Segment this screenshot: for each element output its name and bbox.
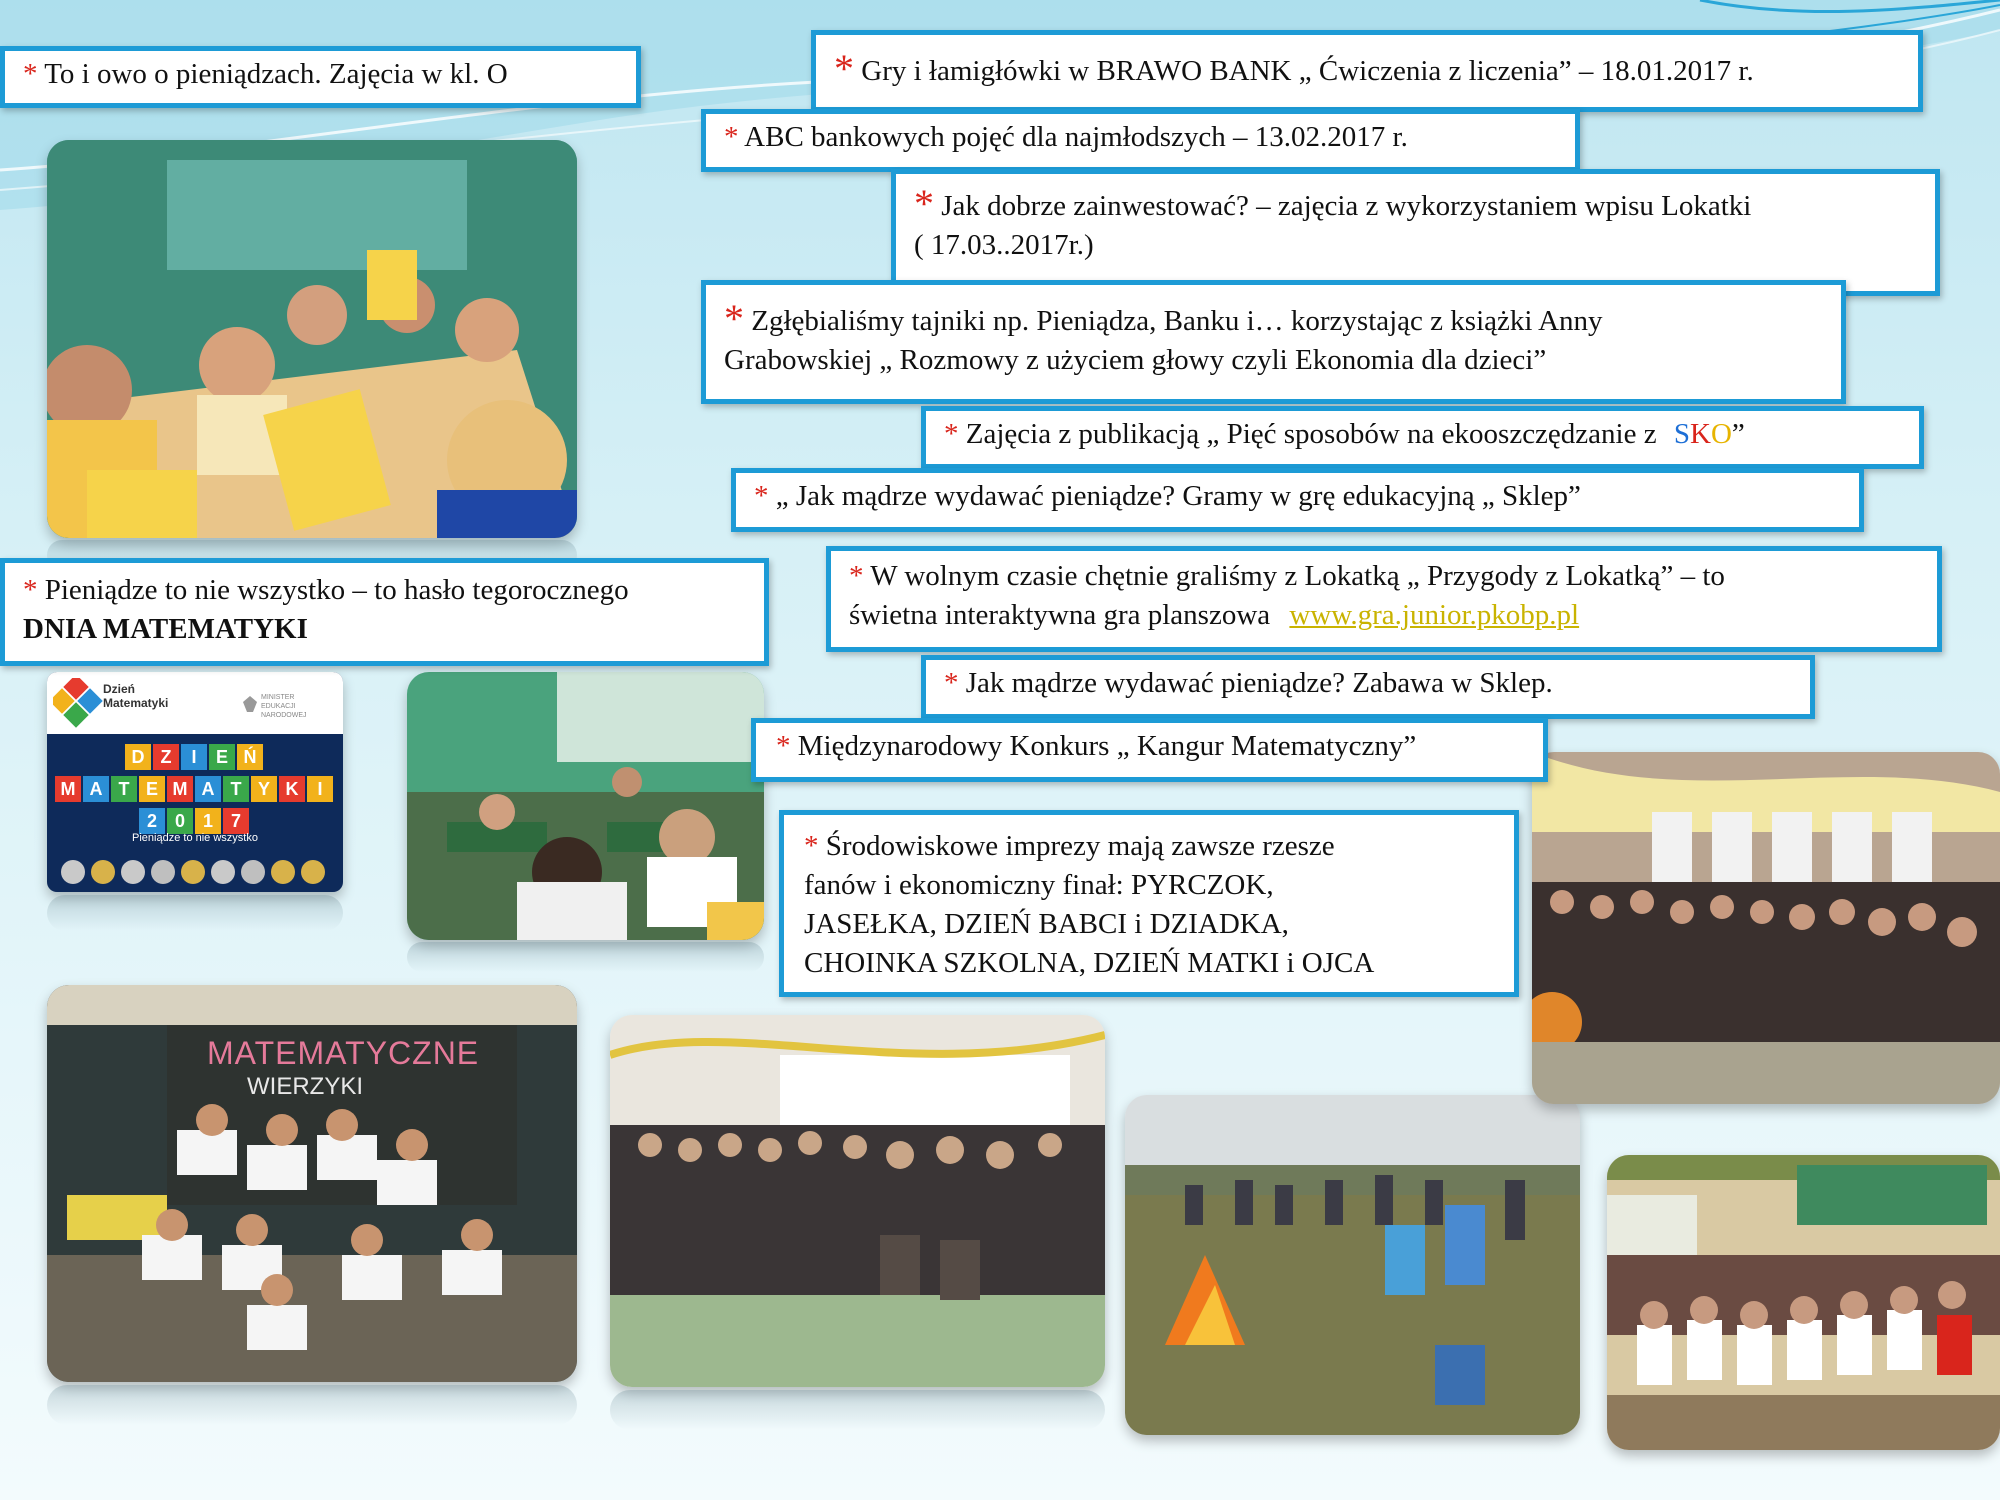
caption-box-brawo-bank	[811, 30, 1923, 112]
caption-quote-end: ”	[1731, 418, 1745, 450]
caption-text: To i owo o pieniądzach. Zajęcia w kl. O	[44, 58, 508, 90]
photo-reflection	[407, 942, 764, 972]
coin-icon	[271, 860, 295, 884]
logo-title-1: Dzień	[103, 682, 136, 696]
caption-box-sko	[921, 406, 1924, 469]
caption-box-dzien-matematyki	[0, 558, 769, 666]
bullet-star: *	[944, 667, 959, 699]
coin-icon	[181, 860, 205, 884]
caption-box-zabawa-sklep	[921, 655, 1815, 719]
caption-box-lokatka-gra	[826, 546, 1942, 652]
ministry-line-2: EDUKACJI	[261, 703, 296, 710]
caption-text-line-4: CHOINKA SZKOLNA, DZIEŃ MATKI i OJCA	[804, 947, 1375, 979]
caption-box-abc-bankowych	[701, 109, 1580, 172]
bullet-star: *	[914, 181, 934, 226]
bullet-star: *	[849, 560, 864, 592]
bullet-star: *	[776, 730, 791, 762]
logo-tile-row1-2: I	[181, 744, 207, 770]
eagle-emblem-icon	[243, 696, 257, 712]
bullet-star: *	[804, 830, 819, 862]
coin-icon	[121, 860, 145, 884]
logo-tile-row2-5: A	[195, 776, 221, 802]
logo-tile-row1-3: E	[209, 744, 235, 770]
caption-box-kangur	[751, 718, 1548, 782]
photo-classroom-kids	[47, 140, 577, 538]
logo-tile-row2-2: T	[111, 776, 137, 802]
coin-icon	[241, 860, 265, 884]
caption-text: Międzynarodowy Konkurs „ Kangur Matematyczny”	[797, 730, 1417, 762]
coin-icon	[211, 860, 235, 884]
caption-text-line-2: ( 17.03..2017r.)	[914, 229, 1094, 261]
photo-bonfire	[1125, 1095, 1580, 1435]
logo-tile-row2-7: Y	[251, 776, 277, 802]
photo-reflection	[47, 1385, 577, 1425]
logo-tile-row3-2: 1	[195, 808, 221, 834]
bullet-star: *	[834, 46, 854, 91]
bullet-star: *	[754, 480, 769, 512]
logo-title-2: Matematyki	[103, 696, 169, 710]
coin-icon	[301, 860, 325, 884]
dzien-matematyki-logo	[47, 672, 343, 892]
logo-tile-row3-3: 7	[223, 808, 249, 834]
photo-reflection	[610, 1390, 1105, 1430]
logo-tile-row2-9: I	[307, 776, 333, 802]
bullet-star: *	[944, 418, 959, 450]
chalkboard-text-1: MATEMATYCZNE	[207, 1035, 480, 1071]
logo-slogan: Pieniądze to nie wszystko	[132, 832, 258, 844]
logo-tile-row2-8: K	[279, 776, 305, 802]
caption-box-pieniadze-kl-o	[0, 46, 641, 108]
caption-box-lokatki	[891, 169, 1940, 296]
logo-tile-row2-3: E	[139, 776, 165, 802]
sko-letter-s: S	[1673, 418, 1690, 450]
logo-tile-row2-0: M	[55, 776, 81, 802]
photo-chalkboard-kids	[47, 985, 577, 1382]
logo-tile-row2-6: T	[223, 776, 249, 802]
bullet-star: *	[23, 574, 38, 606]
caption-text: ABC bankowych pojęć dla najmłodszych – 13.02.2017 r.	[744, 121, 1408, 153]
photo-hall-audience	[610, 1015, 1105, 1387]
caption-text-line-1: Środowiskowe imprezy mają zawsze rzesze	[825, 830, 1335, 862]
caption-text: Jak mądrze wydawać pieniądze? Zabawa w Sklep.	[965, 667, 1553, 699]
logo-tile-row2-4: M	[167, 776, 193, 802]
sko-letter-o: O	[1710, 418, 1732, 450]
logo-tile-row1-1: Z	[153, 744, 179, 770]
sko-letter-k: K	[1690, 418, 1711, 450]
caption-box-imprezy	[779, 810, 1519, 997]
ministry-line-3: NARODOWEJ	[261, 712, 307, 719]
caption-text-line-2: Grabowskiej „ Rozmowy z użyciem głowy czyli Ekonomia dla dzieci”	[724, 344, 1547, 376]
logo-tile-row3-1: 0	[167, 808, 193, 834]
ministry-line-1: MINISTER	[261, 694, 295, 701]
coin-icon	[61, 860, 85, 884]
coin-icon	[151, 860, 175, 884]
logo-tile-row2-1: A	[83, 776, 109, 802]
caption-text-line-1: Zgłębialiśmy tajniki np. Pieniądza, Banku i… korzystając z książki Anny	[751, 305, 1603, 337]
caption-text: „ Jak mądrze wydawać pieniądze? Gramy w grę edukacyjną „ Sklep”	[775, 480, 1581, 512]
logo-tile-row1-4: Ń	[237, 744, 263, 770]
photo-classroom-desks	[407, 672, 764, 940]
caption-text: Gry i łamigłówki w BRAWO BANK „ Ćwiczenia z liczenia” – 18.01.2017 r.	[861, 55, 1754, 87]
coin-icon	[91, 860, 115, 884]
caption-text-line-1: Pieniądze to nie wszystko – to hasło tegorocznego	[44, 574, 629, 606]
bullet-star: *	[724, 296, 744, 341]
pkobp-junior-link[interactable]: www.gra.junior.pkobp.pl	[1289, 599, 1580, 631]
logo-tile-row3-0: 2	[139, 808, 165, 834]
caption-text-line-1: Jak dobrze zainwestować? – zajęcia z wykorzystaniem wpisu Lokatki	[941, 190, 1752, 222]
caption-box-gra-sklep	[731, 468, 1864, 532]
chalkboard-text-2: WIERZYKI	[247, 1073, 364, 1100]
caption-text-line-2: fanów i ekonomiczny finał: PYRCZOK,	[804, 869, 1274, 901]
bullet-star: *	[23, 58, 38, 90]
caption-text-line-2: DNIA MATEMATYKI	[23, 613, 308, 645]
caption-box-grabowska	[701, 280, 1846, 404]
photo-kids-benches	[1607, 1155, 2000, 1450]
caption-text-line-3: JASEŁKA, DZIEŃ BABCI i DZIADKA,	[804, 908, 1289, 940]
logo-tile-row1-0: D	[125, 744, 151, 770]
caption-text: Zajęcia z publikacją „ Pięć sposobów na ekooszczędzanie z	[965, 418, 1657, 450]
logo-header	[47, 672, 343, 734]
caption-text-line-1: W wolnym czasie chętnie graliśmy z Lokatką „ Przygody z Lokatką” – to	[870, 560, 1725, 592]
logo-reflection	[47, 895, 343, 931]
photo-big-hall	[1532, 752, 2000, 1104]
caption-text-line-2: świetna interaktywna gra planszowa	[849, 599, 1271, 631]
bullet-star: *	[724, 121, 739, 153]
